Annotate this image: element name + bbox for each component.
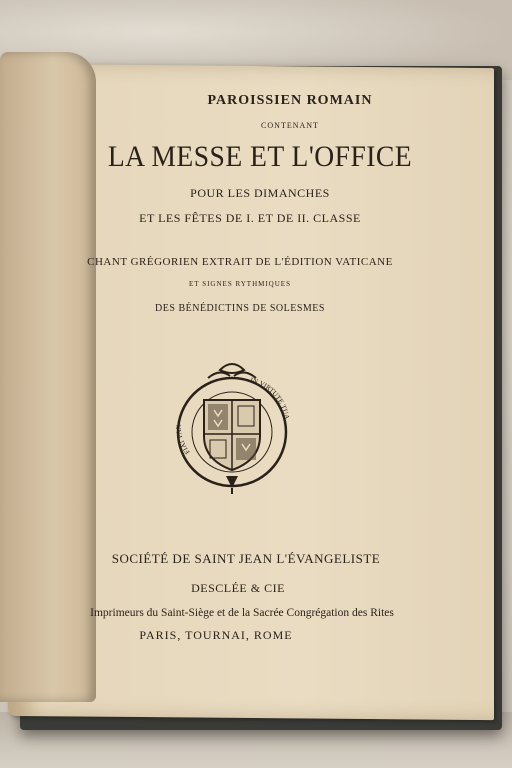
subtitle-dimanches: POUR LES DIMANCHES: [190, 186, 330, 200]
benedictins-line: DES BÉNÉDICTINS DE SOLESMES: [155, 303, 325, 314]
chant-line: CHANT GRÉGORIEN EXTRAIT DE L'ÉDITION VATICANE: [87, 256, 393, 268]
left-page: [0, 52, 96, 702]
motto-right: IN VIRTUTE TUA: [249, 376, 291, 421]
publisher-line: SOCIÉTÉ DE SAINT JEAN L'ÉVANGELISTE: [111, 551, 381, 566]
title-paroissien: PAROISSIEN ROMAIN: [207, 93, 373, 108]
title-main: LA MESSE ET L'OFFICE: [107, 140, 413, 173]
motto-left: FIAT PAX: [174, 424, 192, 456]
signes-line: ET SIGNES RYTHMIQUES: [189, 280, 291, 288]
publisher-line-2: DESCLÉE & CIE: [191, 581, 285, 595]
printers-line: Imprimeurs du Saint-Siège et de la Sacrée Congrégation des Rites: [90, 607, 394, 619]
coat-of-arms-emblem-icon: [170, 356, 294, 496]
title-contenant: CONTENANT: [261, 121, 319, 130]
cities-line: PARIS, TOURNAI, ROME: [139, 628, 293, 642]
subtitle-fetes: ET LES FÊTES DE I. ET DE II. CLASSE: [139, 211, 361, 225]
